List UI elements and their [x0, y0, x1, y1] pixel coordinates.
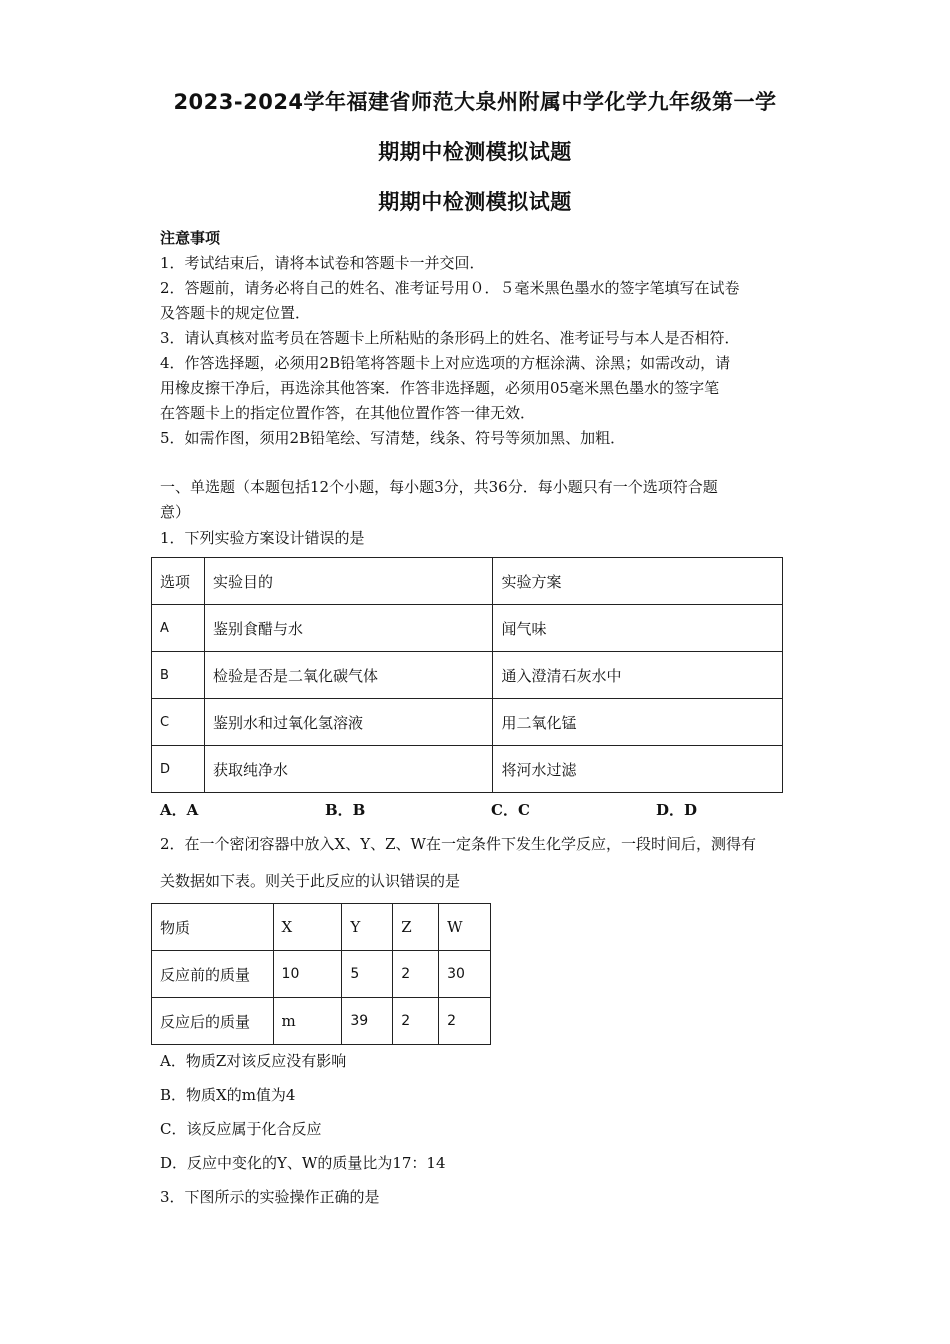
question-2-option-c: C．该反应属于化合反应 [160, 1120, 322, 1138]
question-2-stem-line-2: 关数据如下表。则关于此反应的认识错误的是 [160, 872, 461, 890]
table-cell: 用二氧化锰 [493, 699, 783, 746]
question-1-stem: 1．下列实验方案设计错误的是 [160, 529, 365, 547]
exam-title-line-2: 期期中检测模拟试题 [378, 140, 572, 164]
table-row [152, 605, 783, 652]
table-row [152, 951, 491, 998]
notice-line: 在答题卡上的指定位置作答，在其他位置作答一律无效． [160, 404, 536, 422]
table-cell: 反应前的质量 [152, 951, 274, 998]
table-cell: 5 [342, 951, 393, 998]
table-header-cell: 实验方案 [493, 558, 783, 605]
notice-line: 4．作答选择题，必须用2B铅笔将答题卡上对应选项的方框涂满、涂黑；如需改动，请 [160, 354, 731, 372]
table-cell: 闻气味 [493, 605, 783, 652]
table-cell: 检验是否是二氧化碳气体 [204, 652, 493, 699]
table-cell: B [152, 652, 205, 699]
section-heading: 一、单选题（本题包括12个小题，每小题3分，共36分．每小题只有一个选项符合题 [160, 478, 718, 496]
table-row [152, 699, 783, 746]
table-cell: A [152, 605, 205, 652]
table-cell: 2 [393, 998, 439, 1045]
question-3-stem: 3．下图所示的实验操作正确的是 [160, 1188, 380, 1206]
table-cell: 鉴别食醋与水 [204, 605, 493, 652]
table-row [152, 652, 783, 699]
question-2-table [151, 903, 491, 1045]
question-1-table [151, 557, 783, 793]
table-cell: m [273, 998, 342, 1045]
exam-title-line-3: 期期中检测模拟试题 [378, 190, 572, 214]
question-1-choice-c: C．C [491, 801, 530, 819]
notice-line: 3．请认真核对监考员在答题卡上所粘贴的条形码上的姓名、准考证号与本人是否相符． [160, 329, 740, 347]
table-row [152, 746, 783, 793]
question-2-option-b: B．物质X的m值为4 [160, 1086, 296, 1104]
table-cell: 获取纯净水 [204, 746, 493, 793]
table-cell: 通入澄清石灰水中 [493, 652, 783, 699]
table-cell: C [152, 699, 205, 746]
notice-line: 5．如需作图，须用2B铅笔绘、写清楚，线条、符号等须加黑、加粗． [160, 429, 626, 447]
question-2-stem-line-1: 2．在一个密闭容器中放入X、Y、Z、W在一定条件下发生化学反应，一段时间后，测得有 [160, 835, 756, 853]
table-cell: 2 [393, 951, 439, 998]
table-cell: 2 [439, 998, 491, 1045]
section-heading-cont: 意） [160, 503, 191, 521]
table-row [152, 998, 491, 1045]
notice-line: 及答题卡的规定位置． [160, 304, 311, 322]
table-cell: 30 [439, 951, 491, 998]
table-header-cell: 物质 [152, 904, 274, 951]
table-cell: 10 [273, 951, 342, 998]
table-cell: 39 [342, 998, 393, 1045]
table-cell: 鉴别水和过氧化氢溶液 [204, 699, 493, 746]
table-cell: 反应后的质量 [152, 998, 274, 1045]
table-header-cell: Y [342, 904, 393, 951]
table-cell: 将河水过滤 [493, 746, 783, 793]
table-header-cell: 选项 [152, 558, 205, 605]
question-2-option-d: D．反应中变化的Y、W的质量比为17：14 [160, 1154, 446, 1172]
table-header-row [152, 904, 491, 951]
notice-line: 1．考试结束后，请将本试卷和答题卡一并交回． [160, 254, 485, 272]
table-header-cell: 实验目的 [204, 558, 493, 605]
table-header-cell: X [273, 904, 342, 951]
question-1-choice-a: A．A [160, 801, 199, 819]
table-header-cell: Z [393, 904, 439, 951]
exam-title-line-1: 2023-2024学年福建省师范大泉州附属中学化学九年级第一学 [173, 90, 777, 114]
table-header-row [152, 558, 783, 605]
table-cell: D [152, 746, 205, 793]
question-1-choice-b: B．B [325, 801, 366, 819]
table-header-cell: W [439, 904, 491, 951]
notice-heading: 注意事项 [160, 229, 221, 247]
question-2-option-a: A．物质Z对该反应没有影响 [160, 1052, 347, 1070]
notice-line: 用橡皮擦干净后，再选涂其他答案．作答非选择题，必须用05毫米黑色墨水的签字笔 [160, 379, 720, 397]
notice-line: 2．答题前，请务必将自己的姓名、准考证号用０．５毫米黑色墨水的签字笔填写在试卷 [160, 279, 740, 297]
question-1-choice-d: D．D [656, 801, 698, 819]
